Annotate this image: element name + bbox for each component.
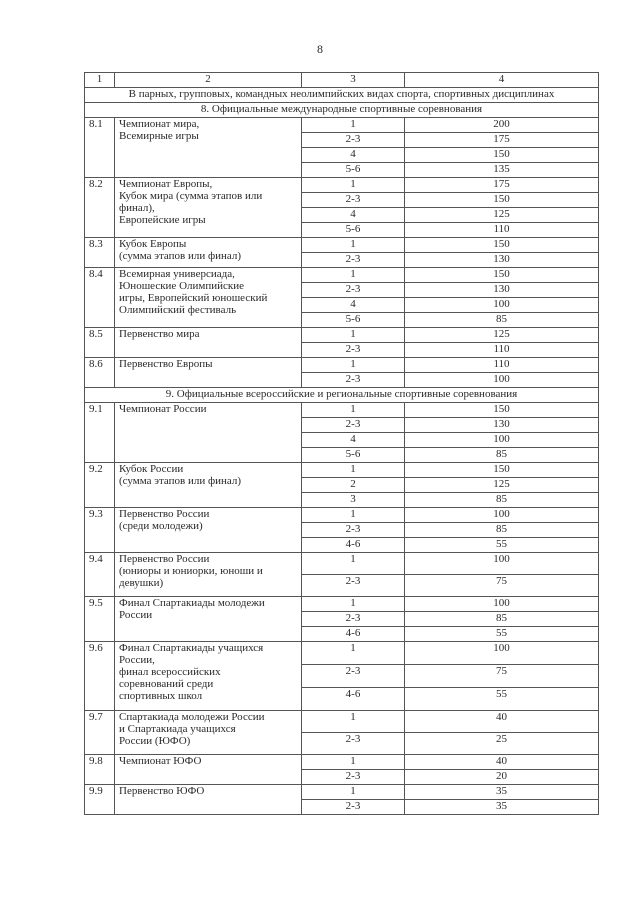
competition-name-line: Чемпионат ЮФО — [119, 755, 202, 767]
place-cell: 5-6 — [302, 223, 405, 238]
competition-name — [115, 642, 302, 711]
item-number: 9.7 — [85, 711, 115, 755]
table-row — [85, 358, 599, 373]
score-cell: 100 — [405, 433, 599, 448]
place-cell: 2-3 — [302, 418, 405, 433]
competition-name-line: Олимпийский фестиваль — [119, 304, 237, 316]
score-cell: 55 — [405, 538, 599, 553]
score-cell: 55 — [405, 688, 599, 711]
place-cell: 1 — [302, 328, 405, 343]
score-cell: 130 — [405, 283, 599, 298]
section-title-row — [85, 388, 599, 403]
place-cell: 5-6 — [302, 448, 405, 463]
place-cell: 4 — [302, 148, 405, 163]
competition-name-line: Всемирная универсиада, — [119, 268, 235, 280]
score-cell: 85 — [405, 313, 599, 328]
competition-name — [115, 463, 302, 508]
score-cell: 125 — [405, 478, 599, 493]
score-cell: 150 — [405, 403, 599, 418]
competition-name-line: финал всероссийских — [119, 666, 221, 678]
place-cell: 4-6 — [302, 688, 405, 711]
score-cell: 150 — [405, 268, 599, 283]
place-cell: 1 — [302, 118, 405, 133]
item-number: 9.1 — [85, 403, 115, 463]
score-cell: 125 — [405, 208, 599, 223]
table-row — [85, 711, 599, 733]
competition-name-line: Первенство России — [119, 508, 210, 520]
item-number: 8.6 — [85, 358, 115, 388]
place-cell: 1 — [302, 463, 405, 478]
score-cell: 150 — [405, 238, 599, 253]
item-number: 8.1 — [85, 118, 115, 178]
place-cell: 2-3 — [302, 523, 405, 538]
place-cell: 2-3 — [302, 193, 405, 208]
score-cell: 85 — [405, 448, 599, 463]
competition-name — [115, 238, 302, 268]
competition-name — [115, 403, 302, 463]
place-cell: 1 — [302, 553, 405, 575]
score-cell: 110 — [405, 343, 599, 358]
table-row — [85, 178, 599, 193]
competition-name — [115, 268, 302, 328]
column-header: 1 — [85, 73, 115, 88]
page-number: 8 — [317, 42, 323, 56]
column-header: 3 — [302, 73, 405, 88]
item-number: 9.6 — [85, 642, 115, 711]
place-cell: 1 — [302, 642, 405, 665]
place-cell: 2 — [302, 478, 405, 493]
table-row — [85, 463, 599, 478]
place-cell: 5-6 — [302, 163, 405, 178]
competition-name-line: (юниоры и юниорки, юноши и — [119, 565, 263, 577]
score-cell: 75 — [405, 575, 599, 597]
place-cell: 1 — [302, 785, 405, 800]
table-row — [85, 642, 599, 665]
score-cell: 85 — [405, 493, 599, 508]
competition-name-line: Спартакиада молодежи России — [119, 711, 265, 723]
column-header: 2 — [115, 73, 302, 88]
score-cell: 75 — [405, 665, 599, 688]
competition-name — [115, 328, 302, 358]
place-cell: 1 — [302, 238, 405, 253]
table-row — [85, 755, 599, 770]
table-row — [85, 597, 599, 612]
competition-name-line: Финал Спартакиады учащихся — [119, 642, 264, 654]
score-cell: 175 — [405, 133, 599, 148]
item-number: 9.9 — [85, 785, 115, 815]
score-cell: 55 — [405, 627, 599, 642]
score-cell: 85 — [405, 612, 599, 627]
competition-name-line: Чемпионат мира, — [119, 118, 200, 130]
place-cell: 2-3 — [302, 575, 405, 597]
score-cell: 130 — [405, 418, 599, 433]
competition-name-line: Кубок Европы — [119, 238, 187, 250]
place-cell: 3 — [302, 493, 405, 508]
score-cell: 100 — [405, 553, 599, 575]
competition-name — [115, 553, 302, 597]
score-cell: 110 — [405, 358, 599, 373]
competition-name — [115, 711, 302, 755]
competition-name-line: и Спартакиада учащихся — [119, 723, 236, 735]
place-cell: 1 — [302, 403, 405, 418]
competition-name — [115, 508, 302, 553]
place-cell: 4-6 — [302, 538, 405, 553]
competition-name-line: соревнований среди — [119, 678, 214, 690]
score-cell: 100 — [405, 508, 599, 523]
place-cell: 4-6 — [302, 627, 405, 642]
competition-name — [115, 597, 302, 642]
place-cell: 2-3 — [302, 665, 405, 688]
score-cell: 135 — [405, 163, 599, 178]
competition-name-line: (сумма этапов или финал) — [119, 250, 242, 262]
table-row — [85, 553, 599, 575]
place-cell: 2-3 — [302, 733, 405, 755]
place-cell: 1 — [302, 358, 405, 373]
place-cell: 5-6 — [302, 313, 405, 328]
section-title: 8. Официальные международные спортивные соревнования — [85, 103, 599, 118]
score-cell: 40 — [405, 755, 599, 770]
competition-name-line: Первенство Европы — [119, 358, 213, 370]
score-cell: 40 — [405, 711, 599, 733]
place-cell: 2-3 — [302, 133, 405, 148]
competition-name-line: игры, Европейский юношеский — [119, 292, 268, 304]
competition-name-line: Чемпионат России — [119, 403, 207, 415]
score-cell: 100 — [405, 597, 599, 612]
score-cell: 35 — [405, 785, 599, 800]
score-cell: 110 — [405, 223, 599, 238]
place-cell: 2-3 — [302, 770, 405, 785]
competition-name-line: Чемпионат Европы, — [119, 178, 213, 190]
item-number: 9.5 — [85, 597, 115, 642]
table-row — [85, 508, 599, 523]
table-row — [85, 328, 599, 343]
competition-name-line: Кубок мира (сумма этапов или — [119, 190, 263, 202]
score-cell: 85 — [405, 523, 599, 538]
competition-name — [115, 755, 302, 785]
place-cell: 2-3 — [302, 373, 405, 388]
score-cell: 100 — [405, 298, 599, 313]
competition-name-line: (среди молодежи) — [119, 520, 203, 532]
scoring-table — [84, 72, 599, 815]
intro-heading-row — [85, 88, 599, 103]
item-number: 8.2 — [85, 178, 115, 238]
place-cell: 4 — [302, 298, 405, 313]
place-cell: 1 — [302, 508, 405, 523]
competition-name-line: Финал Спартакиады молодежи — [119, 597, 265, 609]
item-number: 9.2 — [85, 463, 115, 508]
table-row — [85, 268, 599, 283]
scoring-table-body — [85, 73, 599, 815]
competition-name — [115, 118, 302, 178]
place-cell: 4 — [302, 433, 405, 448]
competition-name-line: спортивных школ — [119, 690, 203, 702]
item-number: 9.3 — [85, 508, 115, 553]
competition-name — [115, 178, 302, 238]
place-cell: 1 — [302, 597, 405, 612]
intro-heading: В парных, групповых, командных неолимпийских видах спорта, спортивных дисциплинах — [85, 88, 599, 103]
section-title-row — [85, 103, 599, 118]
section-title: 9. Официальные всероссийские и региональные спортивные соревнования — [85, 388, 599, 403]
table-row — [85, 785, 599, 800]
competition-name — [115, 785, 302, 815]
place-cell: 1 — [302, 178, 405, 193]
score-cell: 150 — [405, 148, 599, 163]
place-cell: 4 — [302, 208, 405, 223]
score-cell: 100 — [405, 373, 599, 388]
competition-name-line: России, — [119, 654, 155, 666]
table-row — [85, 238, 599, 253]
score-cell: 130 — [405, 253, 599, 268]
item-number: 9.8 — [85, 755, 115, 785]
score-cell: 125 — [405, 328, 599, 343]
score-cell: 150 — [405, 193, 599, 208]
place-cell: 2-3 — [302, 800, 405, 815]
place-cell: 2-3 — [302, 612, 405, 627]
score-cell: 200 — [405, 118, 599, 133]
place-cell: 1 — [302, 268, 405, 283]
competition-name-line: России (ЮФО) — [119, 735, 191, 747]
competition-name-line: Кубок России — [119, 463, 184, 475]
score-cell: 100 — [405, 642, 599, 665]
score-cell: 25 — [405, 733, 599, 755]
competition-name-line: Европейские игры — [119, 214, 206, 226]
score-cell: 175 — [405, 178, 599, 193]
score-cell: 35 — [405, 800, 599, 815]
competition-name-line: России — [119, 609, 153, 621]
table-row — [85, 403, 599, 418]
column-header-row — [85, 73, 599, 88]
score-cell: 150 — [405, 463, 599, 478]
place-cell: 1 — [302, 711, 405, 733]
score-cell: 20 — [405, 770, 599, 785]
competition-name-line: Всемирные игры — [119, 130, 199, 142]
item-number: 8.5 — [85, 328, 115, 358]
competition-name-line: Первенство России — [119, 553, 210, 565]
competition-name-line: (сумма этапов или финал) — [119, 475, 242, 487]
item-number: 8.3 — [85, 238, 115, 268]
place-cell: 2-3 — [302, 253, 405, 268]
competition-name-line: Первенство ЮФО — [119, 785, 205, 797]
competition-name-line: девушки) — [119, 577, 164, 589]
competition-name — [115, 358, 302, 388]
competition-name-line: Юношеские Олимпийские — [119, 280, 245, 292]
competition-name-line: финал), — [119, 202, 155, 214]
item-number: 8.4 — [85, 268, 115, 328]
column-header: 4 — [405, 73, 599, 88]
place-cell: 2-3 — [302, 343, 405, 358]
item-number: 9.4 — [85, 553, 115, 597]
place-cell: 2-3 — [302, 283, 405, 298]
competition-name-line: Первенство мира — [119, 328, 200, 340]
table-row — [85, 118, 599, 133]
place-cell: 1 — [302, 755, 405, 770]
